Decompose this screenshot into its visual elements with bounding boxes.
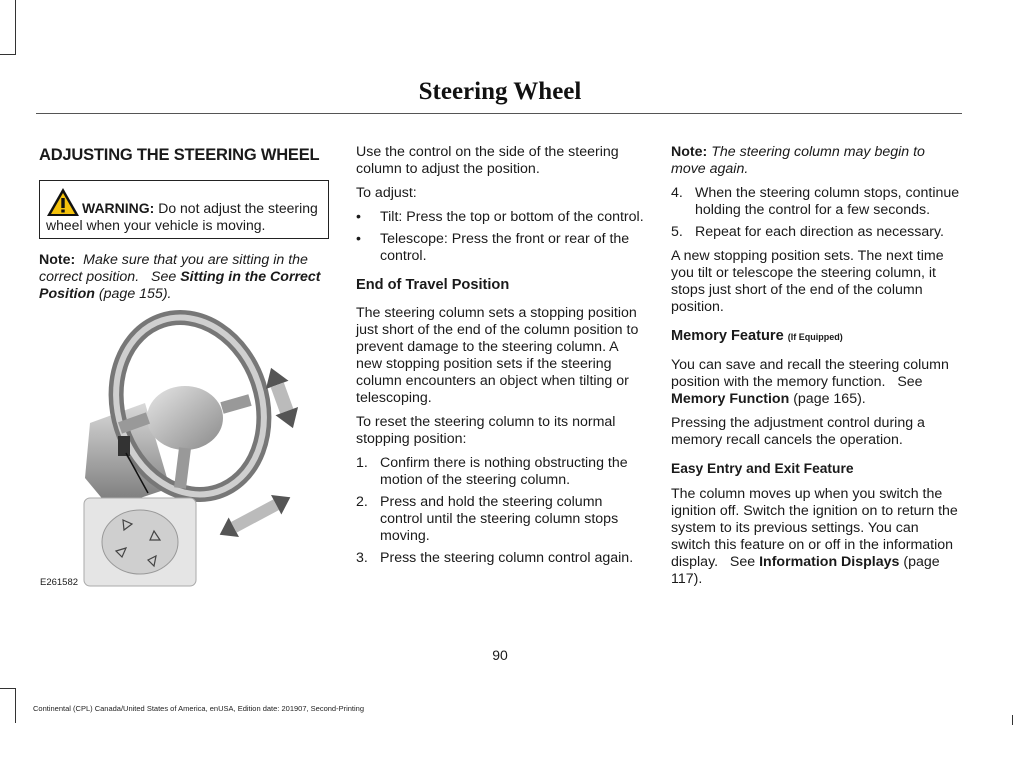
warning-label: WARNING: [82, 200, 155, 216]
paragraph: The column moves up when you switch the ignition off. Switch the ignition on to return the system to its previous settings. You can switch this feature on or off in the information display. See Information Displays (page 117). [671, 486, 958, 587]
crop-mark [0, 54, 16, 55]
warning-box [39, 180, 329, 239]
note [671, 144, 961, 178]
note-text: Make sure that you are sitting in the correct position. [39, 252, 308, 285]
column-middle [356, 144, 646, 574]
note [39, 252, 329, 303]
cross-reference-link[interactable]: Information Displays [759, 554, 900, 570]
figure-code: E261582 [40, 577, 79, 588]
paragraph: The steering column sets a stopping position just short of the end of the column position to prevent damage to the steering column. A new stopping position sets if the steering column encounters an object when tilting or telescoping. [356, 305, 639, 406]
cross-reference-link[interactable]: Memory Function [671, 391, 790, 407]
page-number: 90 [492, 647, 508, 663]
list-item: • Tilt: Press the top or bottom of the control. [356, 209, 644, 225]
paragraph: To reset the steering column to its normal stopping position: [356, 414, 616, 447]
warning-text: Do not adjust the steering [158, 200, 318, 216]
bullet-list [356, 209, 646, 265]
list-item: 2. Press and hold the steering column control until the steering column stops moving. [356, 494, 619, 544]
cross-reference-link[interactable]: Sitting in the Correct Position [39, 269, 321, 302]
crop-mark [15, 688, 16, 723]
cross-reference-page: (page 155). [98, 286, 172, 302]
warning-text-continued: wheel when your vehicle is moving. [46, 217, 266, 233]
paragraph: A new stopping position sets. The next time you tilt or telescope the steering column, it stops just short of the end of the column position. [671, 248, 944, 315]
note-label: Note: [671, 144, 708, 160]
if-equipped-label: (If Equipped) [787, 332, 843, 342]
crop-mark [15, 0, 16, 55]
steering-wheel-illustration [40, 308, 300, 593]
crop-mark [1012, 715, 1013, 725]
paragraph: Pressing the adjustment control during a memory recall cancels the operation. [671, 415, 925, 448]
edition-footer: Continental (CPL) Canada/United States of America, enUSA, Edition date: 201907, Second-Printing [33, 704, 365, 713]
note-text: The steering column may begin to move again. [671, 144, 925, 177]
subheading: Memory Feature (If Equipped) [671, 328, 843, 344]
section-heading: ADJUSTING THE STEERING WHEEL [39, 146, 320, 164]
list-item: 5. Repeat for each direction as necessary. [671, 224, 944, 240]
note-see: See [150, 269, 177, 285]
note-label: Note: [39, 252, 76, 268]
list-item: 3. Press the steering column control again. [356, 550, 634, 566]
paragraph: To adjust: [356, 185, 417, 201]
numbered-list [671, 185, 961, 241]
warning-triangle-icon [46, 187, 80, 217]
subheading: Easy Entry and Exit Feature [671, 461, 854, 476]
column-right [671, 144, 961, 595]
list-item: • Telescope: Press the front or rear of the control. [356, 231, 630, 264]
column-left [39, 144, 329, 310]
page-title: Steering Wheel [418, 78, 582, 105]
paragraph: You can save and recall the steering column position with the memory function. See Memory Function (page 165). [671, 357, 949, 407]
list-item: 4. When the steering column stops, continue holding the control for a few seconds. [671, 185, 960, 218]
title-divider [36, 113, 962, 114]
paragraph: Use the control on the side of the steering column to adjust the position. [356, 144, 619, 177]
subheading: End of Travel Position [356, 277, 510, 293]
list-item: 1. Confirm there is nothing obstructing the motion of the steering column. [356, 455, 628, 488]
crop-mark [0, 688, 16, 689]
numbered-list [356, 455, 646, 567]
